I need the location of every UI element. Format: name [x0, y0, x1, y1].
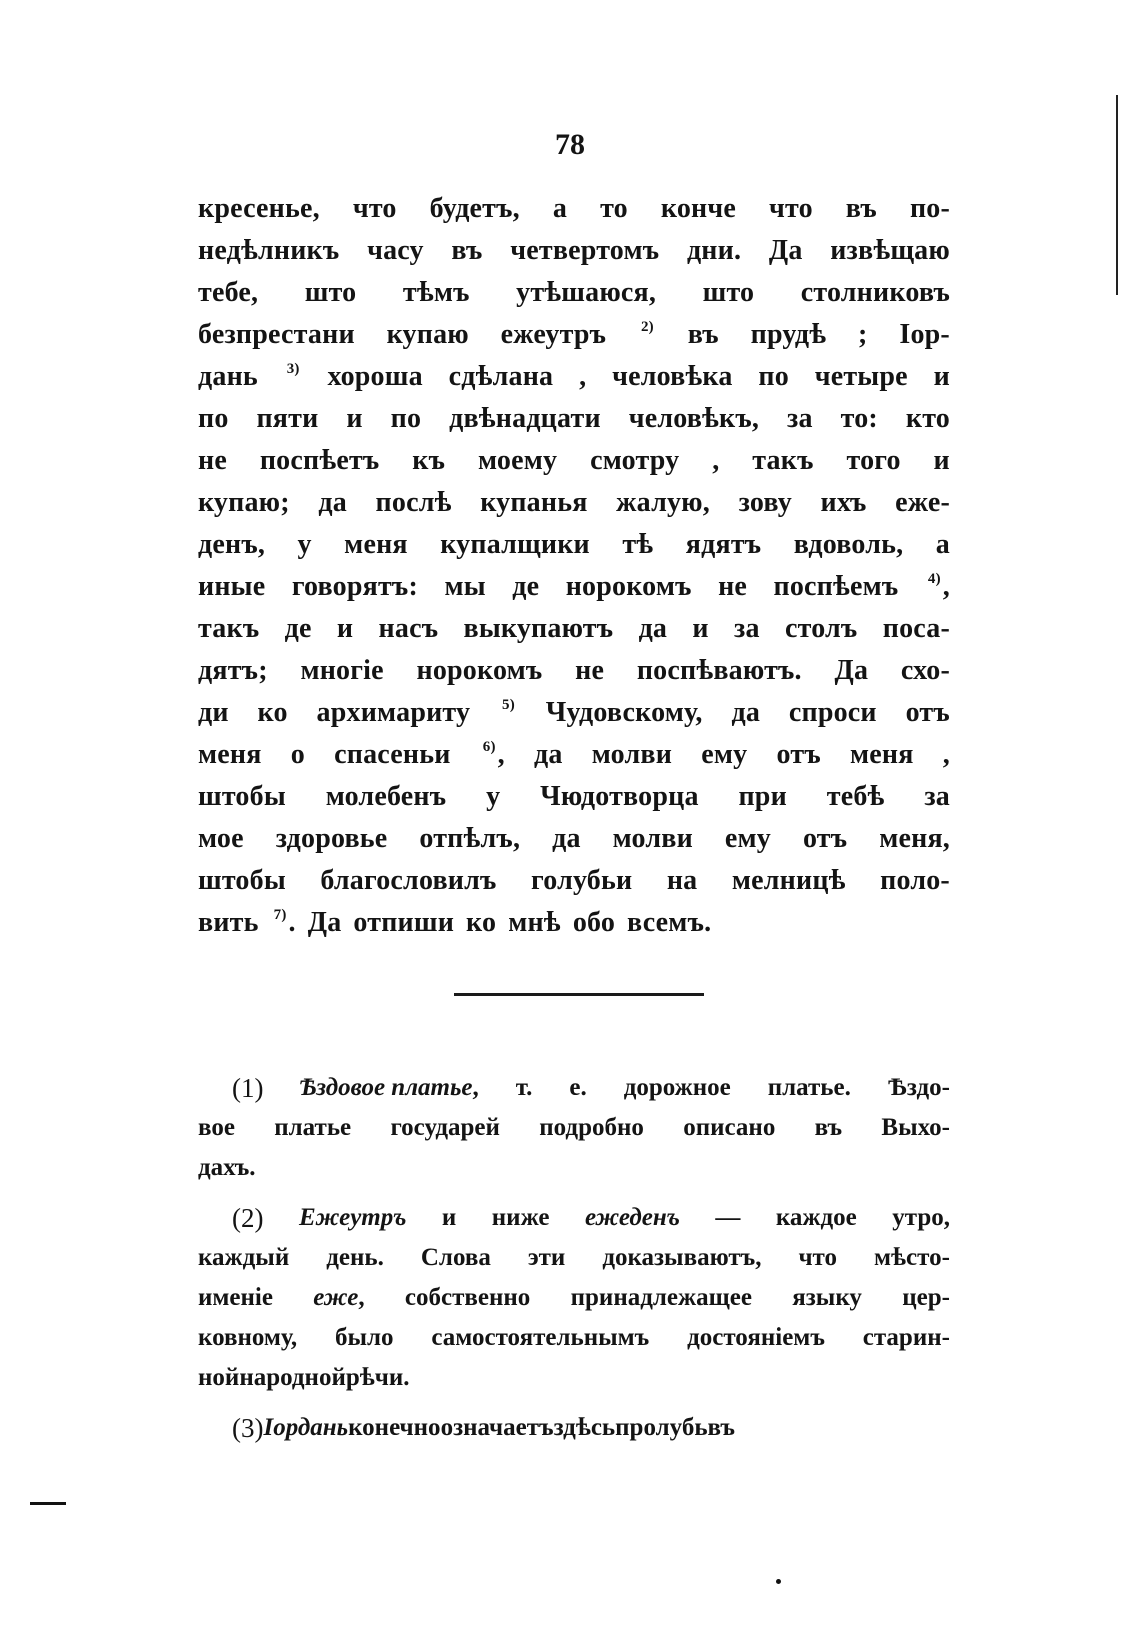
- word: смотру: [590, 445, 680, 476]
- word: что: [798, 1244, 838, 1271]
- word: платье: [274, 1114, 352, 1141]
- scan-mark-right-edge: [1116, 95, 1118, 295]
- footnote-ref: 7): [273, 907, 287, 923]
- word: четыре: [814, 361, 908, 392]
- word: ,: [942, 739, 950, 770]
- word: то: [600, 193, 628, 224]
- word: четвертомъ: [510, 235, 660, 266]
- footnotes: [198, 1068, 950, 1458]
- word-with-footnote-ref: [638, 314, 656, 356]
- text-line: [198, 776, 950, 818]
- word: денъ,: [198, 529, 266, 560]
- word: здоровье: [275, 823, 388, 854]
- word: прудѣ: [750, 319, 827, 350]
- footnote-line: [198, 1068, 950, 1108]
- word: тѣмъ: [402, 277, 470, 308]
- word: дань: [198, 361, 258, 392]
- footnote-ref: 5): [502, 697, 515, 713]
- footnote-ref: 4): [927, 571, 941, 587]
- word: а: [552, 193, 568, 224]
- word: ему: [701, 739, 748, 770]
- word: спроси: [788, 697, 877, 728]
- word: норокомъ: [416, 655, 543, 686]
- word: именіе: [198, 1284, 273, 1311]
- word: послѣ: [375, 487, 452, 518]
- word-with-footnote-ref: $^{7)}$.: [273, 907, 296, 938]
- text-line: [198, 860, 950, 902]
- italic-term: Іордань: [263, 1414, 349, 1441]
- text-line: [198, 608, 950, 650]
- text-line: [198, 566, 950, 608]
- word: въ: [845, 193, 877, 224]
- word: хороша: [327, 361, 423, 392]
- word: е.: [569, 1074, 587, 1101]
- word: Чудовскому,: [545, 697, 703, 728]
- word: ;: [858, 319, 868, 350]
- word: человѣкъ,: [628, 403, 760, 434]
- word: каждый: [198, 1244, 290, 1271]
- word: ему: [724, 823, 771, 854]
- footnote-number: (2): [232, 1203, 264, 1233]
- word: отъ: [802, 823, 848, 854]
- word: мнѣ: [508, 907, 561, 938]
- text-line: [198, 650, 950, 692]
- word: въ: [451, 235, 483, 266]
- body-text: [198, 188, 950, 944]
- word: выкупаютъ: [463, 613, 614, 644]
- word: собственно: [404, 1284, 531, 1311]
- word: Іор-: [899, 319, 950, 350]
- word: конечно: [348, 1414, 441, 1441]
- word: и: [933, 445, 950, 476]
- word: поспѣетъ: [259, 445, 380, 476]
- word: дахъ.: [198, 1154, 256, 1181]
- word: тѣ: [622, 529, 654, 560]
- word: купалщики: [440, 529, 590, 560]
- word: такъ: [198, 613, 260, 644]
- italic-term: Ежеутръ: [298, 1204, 407, 1231]
- word: эти: [527, 1244, 566, 1271]
- word: тебе,: [198, 277, 259, 308]
- word: мѣсто-: [874, 1244, 950, 1271]
- text-line: [198, 188, 950, 230]
- word: не: [575, 655, 605, 686]
- word: ядятъ: [685, 529, 762, 560]
- text-line: [198, 902, 950, 944]
- word: дни.: [686, 235, 742, 266]
- word: да: [731, 697, 761, 728]
- word: иные: [198, 571, 266, 602]
- footnote-line: [198, 1408, 950, 1448]
- footnote-line: [198, 1318, 950, 1358]
- word: столниковъ: [800, 277, 950, 308]
- word: принадлежащее: [570, 1284, 752, 1311]
- word: еже-: [895, 487, 950, 518]
- word: ковному,: [198, 1324, 298, 1351]
- word: норокомъ: [565, 571, 692, 602]
- footnote-line: [198, 1148, 950, 1188]
- footnote-item: [198, 1198, 950, 1398]
- word: де: [284, 613, 312, 644]
- text-line: [198, 230, 950, 272]
- word: сдѣлана: [448, 361, 554, 392]
- word: отъ: [905, 697, 950, 728]
- footnote-line: [198, 1238, 950, 1278]
- word: пяти: [256, 403, 319, 434]
- separator-rule: [454, 993, 704, 996]
- word: при: [738, 781, 787, 812]
- word: т.: [515, 1074, 533, 1101]
- word: къ: [412, 445, 446, 476]
- text-line: [198, 272, 950, 314]
- word: говорятъ:: [291, 571, 418, 602]
- word: Да: [307, 907, 342, 938]
- word: што: [702, 277, 755, 308]
- word: купаю: [386, 319, 469, 350]
- footnote-item: [198, 1068, 950, 1188]
- word: самостоятельнымъ: [431, 1324, 650, 1351]
- word: утро,: [892, 1204, 950, 1231]
- word: мы: [444, 571, 486, 602]
- footnote-line: [198, 1358, 950, 1398]
- word: было: [335, 1324, 394, 1351]
- word: Да: [768, 235, 803, 266]
- word: да: [534, 739, 563, 770]
- word: меня: [344, 529, 408, 560]
- word: да: [318, 487, 347, 518]
- word-with-footnote-ref: $^{6)}$,: [482, 739, 505, 770]
- word: купанья: [480, 487, 588, 518]
- word: платье.: [767, 1074, 851, 1101]
- word: каждое: [775, 1204, 857, 1231]
- word: Да: [834, 655, 869, 686]
- word: рѣчи.: [345, 1364, 410, 1391]
- word: ихъ: [820, 487, 867, 518]
- word: то:: [840, 403, 878, 434]
- word: достояніемъ: [687, 1324, 825, 1351]
- word: и: [692, 613, 709, 644]
- word: дорожное: [623, 1074, 731, 1101]
- word: государей: [390, 1114, 500, 1141]
- word: здѣсь: [553, 1414, 616, 1441]
- word: по: [198, 403, 229, 434]
- word: кто: [905, 403, 950, 434]
- word: вдоволь,: [793, 529, 904, 560]
- word: схо-: [900, 655, 950, 686]
- word: спасеньи: [334, 739, 451, 770]
- word: у: [297, 529, 312, 560]
- word: голубьи: [531, 865, 633, 896]
- word: Выхо-: [881, 1114, 950, 1141]
- word: не: [718, 571, 748, 602]
- word: меня,: [879, 823, 950, 854]
- word: въ: [814, 1114, 843, 1141]
- word: зову: [738, 487, 792, 518]
- scan-dot: [776, 1579, 781, 1584]
- word: за: [924, 781, 950, 812]
- word-with-footnote-ref: [499, 692, 517, 734]
- word: штобы: [198, 781, 286, 812]
- word: а: [935, 529, 950, 560]
- word: —: [715, 1204, 741, 1231]
- word: молви: [591, 739, 673, 770]
- word: ежеутръ: [500, 319, 607, 350]
- word: Чюдотворца: [540, 781, 699, 812]
- word: кресенье,: [198, 193, 320, 224]
- word: извѣщаю: [830, 235, 950, 266]
- word: тебѣ: [826, 781, 885, 812]
- word: архимариту: [316, 697, 471, 728]
- text-line: [198, 734, 950, 776]
- word: пролубь: [615, 1414, 708, 1441]
- word: мое: [198, 823, 244, 854]
- word: и: [336, 613, 354, 644]
- word: часу: [367, 235, 424, 266]
- word: человѣка: [612, 361, 733, 392]
- italic-term: ежеденъ: [584, 1204, 680, 1231]
- word: жалую,: [616, 487, 710, 518]
- word: подробно: [539, 1114, 644, 1141]
- word: штобы: [198, 865, 286, 896]
- word: по: [390, 403, 422, 434]
- word-with-footnote-ref: $^{4)}$,: [927, 571, 950, 602]
- footnote-line: [198, 1108, 950, 1148]
- word: поло-: [880, 865, 950, 896]
- word: молебенъ: [325, 781, 447, 812]
- word: двѣнадцати: [449, 403, 601, 434]
- word-with-footnote-ref: [284, 356, 302, 398]
- text-line: [198, 524, 950, 566]
- footnote-line: [198, 1198, 950, 1238]
- text-line: [198, 314, 950, 356]
- word: въ: [707, 1414, 736, 1441]
- text-line: [198, 356, 950, 398]
- word: поспѣваютъ.: [636, 655, 802, 686]
- word: поса-: [882, 613, 950, 644]
- word: Слова: [420, 1244, 491, 1271]
- footnote-ref: 3): [286, 361, 300, 377]
- word: да: [552, 823, 581, 854]
- word: ,: [712, 445, 720, 476]
- word: де: [512, 571, 540, 602]
- word: доказываютъ,: [602, 1244, 762, 1271]
- word: по-: [909, 193, 950, 224]
- word: такъ: [752, 445, 814, 476]
- page-number: 78: [555, 128, 585, 161]
- scan-mark-left: [30, 1502, 66, 1505]
- text-line: [198, 440, 950, 482]
- word: ди: [198, 697, 229, 728]
- footnote-ref: 6): [482, 739, 496, 755]
- word: за: [787, 403, 813, 434]
- word: меня: [198, 739, 262, 770]
- word: о: [290, 739, 305, 770]
- word: обо: [572, 907, 616, 938]
- word: не: [198, 445, 227, 476]
- footnote-ref: 2): [640, 319, 654, 335]
- italic-term: еже,: [313, 1284, 365, 1311]
- word: и: [441, 1204, 457, 1231]
- text-line: [198, 398, 950, 440]
- word: ,: [579, 361, 587, 392]
- word: недѣлникъ: [198, 235, 340, 266]
- footnote-number: (3): [232, 1413, 264, 1443]
- word: описано: [683, 1114, 776, 1141]
- word: будетъ,: [429, 193, 520, 224]
- word: отпиши: [353, 907, 455, 938]
- footnote-item: [198, 1408, 950, 1448]
- word: въ: [687, 319, 719, 350]
- word: что: [769, 193, 813, 224]
- word: отъ: [776, 739, 821, 770]
- word: безпрестани: [198, 319, 355, 350]
- word: утѣшаюся,: [516, 277, 657, 308]
- word: меня: [850, 739, 914, 770]
- word: многіе: [300, 655, 384, 686]
- word: моему: [478, 445, 558, 476]
- word: языку: [792, 1284, 862, 1311]
- text-line: [198, 482, 950, 524]
- word: у: [486, 781, 501, 812]
- word: отпѣлъ,: [419, 823, 521, 854]
- word: молви: [612, 823, 693, 854]
- text-line: [198, 692, 950, 734]
- word: и: [346, 403, 363, 434]
- word: всемъ.: [627, 907, 712, 938]
- word: Ѣздо-: [887, 1074, 950, 1101]
- word: мелницѣ: [731, 865, 846, 896]
- word: день.: [326, 1244, 384, 1271]
- footnote-number: (1): [232, 1073, 264, 1103]
- word: народной: [239, 1364, 346, 1391]
- word: того: [846, 445, 901, 476]
- word: по: [758, 361, 789, 392]
- text-line: [198, 818, 950, 860]
- word: вое: [198, 1114, 235, 1141]
- italic-term: Ѣздовое платье,: [300, 1074, 479, 1101]
- word: за: [734, 613, 760, 644]
- word: дятъ;: [198, 655, 268, 686]
- word: насъ: [378, 613, 439, 644]
- word: ко: [257, 697, 288, 728]
- word: и: [933, 361, 950, 392]
- word: что: [352, 193, 397, 224]
- word: ко: [466, 907, 497, 938]
- word: означаетъ: [440, 1414, 554, 1441]
- word: конче: [660, 193, 736, 224]
- word: цер-: [902, 1284, 950, 1311]
- word: старин-: [862, 1324, 950, 1351]
- word: столъ: [784, 613, 858, 644]
- word: да: [638, 613, 668, 644]
- word: поспѣемъ: [773, 571, 899, 602]
- word: на: [666, 865, 698, 896]
- word: купаю;: [198, 487, 290, 518]
- word: што: [304, 277, 357, 308]
- word: благословилъ: [320, 865, 497, 896]
- word: вить: [198, 907, 259, 938]
- footnote-line: [198, 1278, 950, 1318]
- word: ной: [198, 1364, 240, 1391]
- word: ниже: [491, 1204, 550, 1231]
